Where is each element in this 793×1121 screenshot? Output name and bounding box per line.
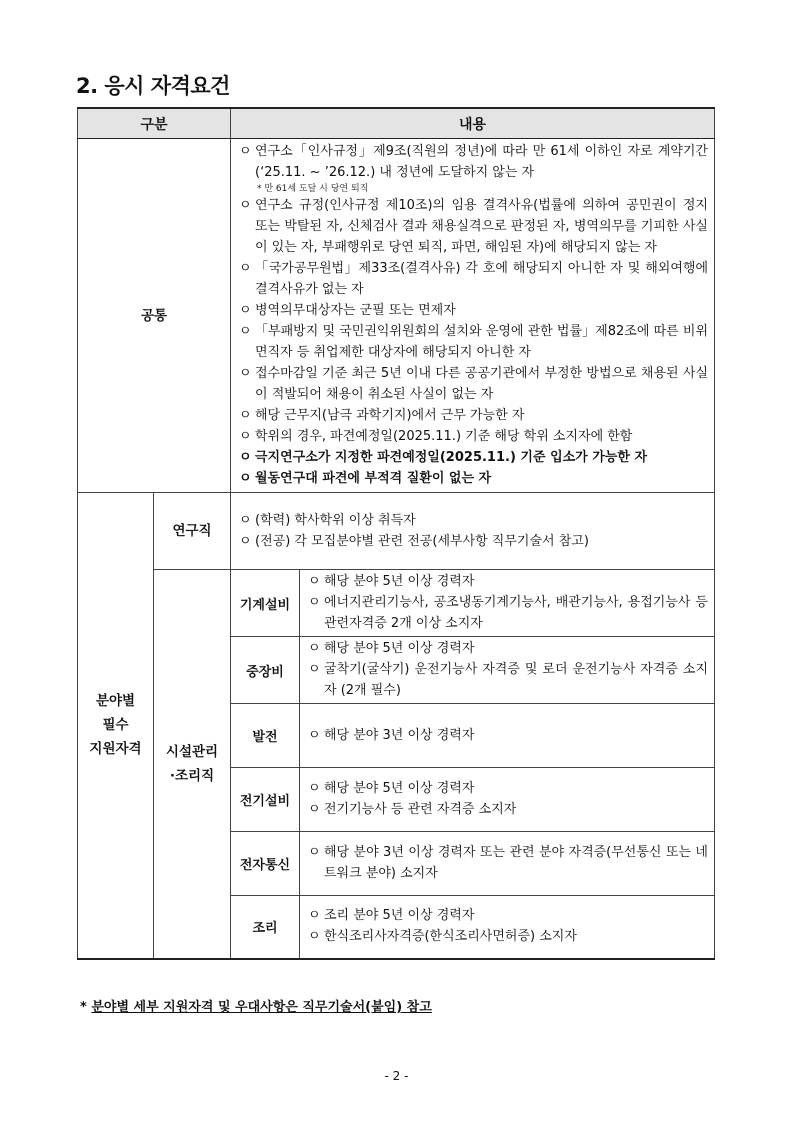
sub-row-mechanical [78, 570, 715, 637]
list-item: ㅇ 에너지관리기능사, 공조냉동기계기능사, 배관기능사, 용접기능사 등 관련자격증 2개 이상 소지자 [308, 595, 708, 631]
list-item-bold: ㅇ 월동연구대 파견에 부적격 질환이 없는 자 [239, 471, 492, 486]
list-item: ㅇ 조리 분야 5년 이상 경력자 [308, 908, 475, 924]
list-item: ㅇ 해당 분야 3년 이상 경력자 또는 관련 분야 자격증(무선통신 또는 네트워크 분야) 소지자 [308, 845, 708, 881]
list-item: ㅇ 해당 분야 3년 이상 경력자 [308, 727, 475, 743]
sub-label: 발전 [231, 704, 300, 768]
sub-content [300, 896, 715, 959]
section-title: 2. 응시 자격요건 [76, 74, 230, 98]
footnote-mark: * [80, 1000, 87, 1015]
research-content [231, 493, 715, 570]
list-item: ㅇ 해당 분야 5년 이상 경력자 [308, 781, 475, 796]
sub-content [300, 832, 715, 896]
list-item: ㅇ (학력) 학사학위 이상 취득자 [239, 512, 416, 528]
list-item: ㅇ 굴착기(굴삭기) 운전기능사 자격증 및 로더 운전기능사 자격증 소지자 (2개 필수) [308, 662, 708, 698]
list-item: ㅇ 해당 분야 5년 이상 경력자 [308, 574, 475, 589]
research-row [78, 493, 715, 570]
header-category: 구분 [78, 108, 231, 139]
qualification-table [77, 107, 715, 960]
list-item: ㅇ 전기기능사 등 관련 자격증 소지자 [308, 802, 517, 817]
sub-content [300, 768, 715, 832]
common-label: 공통 [78, 139, 231, 493]
sub-content [300, 637, 715, 704]
sub-label: 전기설비 [231, 768, 300, 832]
sub-label: 전자통신 [231, 832, 300, 896]
research-label: 연구직 [154, 493, 231, 570]
note-text: * 만 61세 도달 시 당연 퇴직 [257, 184, 369, 194]
list-item: ㅇ 학위의 경우, 파견예정일(2025.11.) 기준 해당 학위 소지자에 한함 [239, 429, 633, 444]
sub-label: 조리 [231, 896, 300, 959]
list-item: ㅇ 한식조리사자격증(한식조리사면허증) 소지자 [308, 929, 577, 945]
list-item: ㅇ 연구소 규정(인사규정 제10조)의 임용 결격사유(법률에 의하여 공민권이 정지 또는 박탈된 자, 신체검사 결과 채용실격으로 판정된 자, 병역의무를 기피한 사실이 있는 자, 부패행위로 당연 퇴직, 파면, 해임된 자)에 해당되지 않는 자 [239, 198, 708, 255]
list-item: ㅇ 해당 근무지(남극 과학기지)에서 근무 가능한 자 [239, 408, 525, 423]
list-item: ㅇ 「부패방지 및 국민권익위원회의 설치와 운영에 관한 법률」제82조에 따른 비위면직자 등 취업제한 대상자에 해당되지 아니한 자 [239, 324, 708, 360]
common-content [231, 139, 715, 493]
sub-label: 기계설비 [231, 570, 300, 637]
list-item-bold: ㅇ 극지연구소가 지정한 파견예정일(2025.11.) 기준 입소가 가능한 자 [239, 450, 648, 465]
sub-label: 중장비 [231, 637, 300, 704]
list-item: ㅇ 「국가공무원법」제33조(결격사유) 각 호에 해당되지 아니한 자 및 해외여행에 결격사유가 없는 자 [239, 261, 708, 297]
table-header-row [78, 108, 715, 139]
list-item: ㅇ (전공) 각 모집분야별 관련 전공(세부사항 직무기술서 참고) [239, 533, 589, 549]
list-item: ㅇ 연구소「인사규정」제9조(직원의 정년)에 따라 만 61세 이하인 자로 계약기간(‘25.11. ~ ’26.12.) 내 정년에 도달하지 않는 자 [239, 144, 708, 180]
page-number: - 2 - [384, 1069, 409, 1083]
common-row [78, 139, 715, 493]
facility-label: 시설관리 ·조리직 [154, 570, 231, 959]
footnote-text: 분야별 세부 지원자격 및 우대사항은 직무기술서(붙임) 참고 [91, 1000, 432, 1015]
field-label: 분야별 필수 지원자격 [78, 493, 154, 959]
header-content: 내용 [231, 108, 715, 139]
list-item: ㅇ 접수마감일 기준 최근 5년 이내 다른 공공기관에서 부정한 방법으로 채용된 사실이 적발되어 채용이 취소된 사실이 없는 자 [239, 366, 708, 402]
sub-content [300, 704, 715, 768]
sub-content [300, 570, 715, 637]
list-item: ㅇ 해당 분야 5년 이상 경력자 [308, 641, 475, 656]
footnote [80, 996, 432, 1015]
list-item: ㅇ 병역의무대상자는 군필 또는 면제자 [239, 303, 456, 318]
